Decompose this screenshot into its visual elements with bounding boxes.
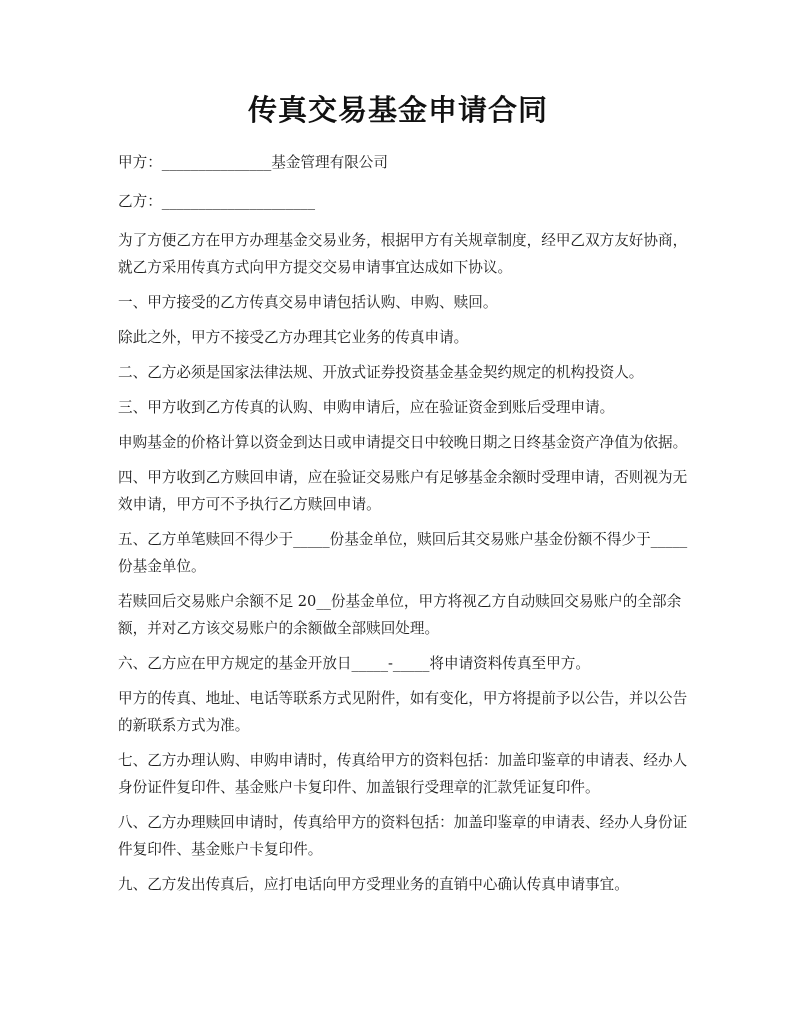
clause-1: 一、甲方接受的乙方传真交易申请包括认购、申购、赎回。 [118, 294, 498, 311]
party-a-line: 甲方：_______________基金管理有限公司 [118, 154, 388, 171]
clause-4: 四、甲方收到乙方赎回申请，应在验证交易账户有足够基金余额时受理申请，否则视为无效申请，甲方可不予执行乙方赎回申请。 [118, 469, 688, 513]
clause-7: 七、乙方办理认购、申购申请时，传真给甲方的资料包括：加盖印鉴章的申请表、经办人身份证件复印件、基金账户卡复印件、加盖银行受理章的汇款凭证复印件。 [118, 752, 688, 796]
clause-5-note: 若赎回后交易账户余额不足 20__份基金单位，甲方将视乙方自动赎回交易账户的全部余额，并对乙方该交易账户的余额做全部赎回处理。 [118, 593, 682, 637]
document-body [118, 149, 688, 906]
clause-5: 五、乙方单笔赎回不得少于_____份基金单位，赎回后其交易账户基金份额不得少于_____份基金单位。 [118, 531, 688, 575]
intro-paragraph: 为了方便乙方在甲方办理基金交易业务，根据甲方有关规章制度，经甲乙双方友好协商，就乙方采用传真方式向甲方提交交易申请事宜达成如下协议。 [118, 232, 688, 276]
clause-3: 三、甲方收到乙方传真的认购、申购申请后，应在验证资金到账后受理申请。 [118, 399, 615, 416]
document-title: 传真交易基金申请合同 [247, 93, 548, 127]
clause-8: 八、乙方办理赎回申请时，传真给甲方的资料包括：加盖印鉴章的申请表、经办人身份证件复印件、基金账户卡复印件。 [118, 814, 688, 858]
clause-2: 二、乙方必须是国家法律法规、开放式证券投资基金基金契约规定的机构投资人。 [118, 364, 644, 381]
clause-9: 九、乙方发出传真后，应打电话向甲方受理业务的直销中心确认传真申请事宜。 [118, 876, 629, 893]
clause-3-note: 申购基金的价格计算以资金到达日或申请提交日中较晚日期之日终基金资产净值为依据。 [118, 434, 688, 451]
clause-6: 六、乙方应在甲方规定的基金开放日_____-_____将申请资料传真至甲方。 [118, 655, 590, 672]
clause-1-note: 除此之外，甲方不接受乙方办理其它业务的传真申请。 [118, 329, 469, 346]
party-b-line: 乙方：_____________________ [118, 193, 316, 210]
clause-6-note: 甲方的传真、地址、电话等联系方式见附件，如有变化，甲方将提前予以公告，并以公告的新联系方式为准。 [118, 690, 688, 734]
